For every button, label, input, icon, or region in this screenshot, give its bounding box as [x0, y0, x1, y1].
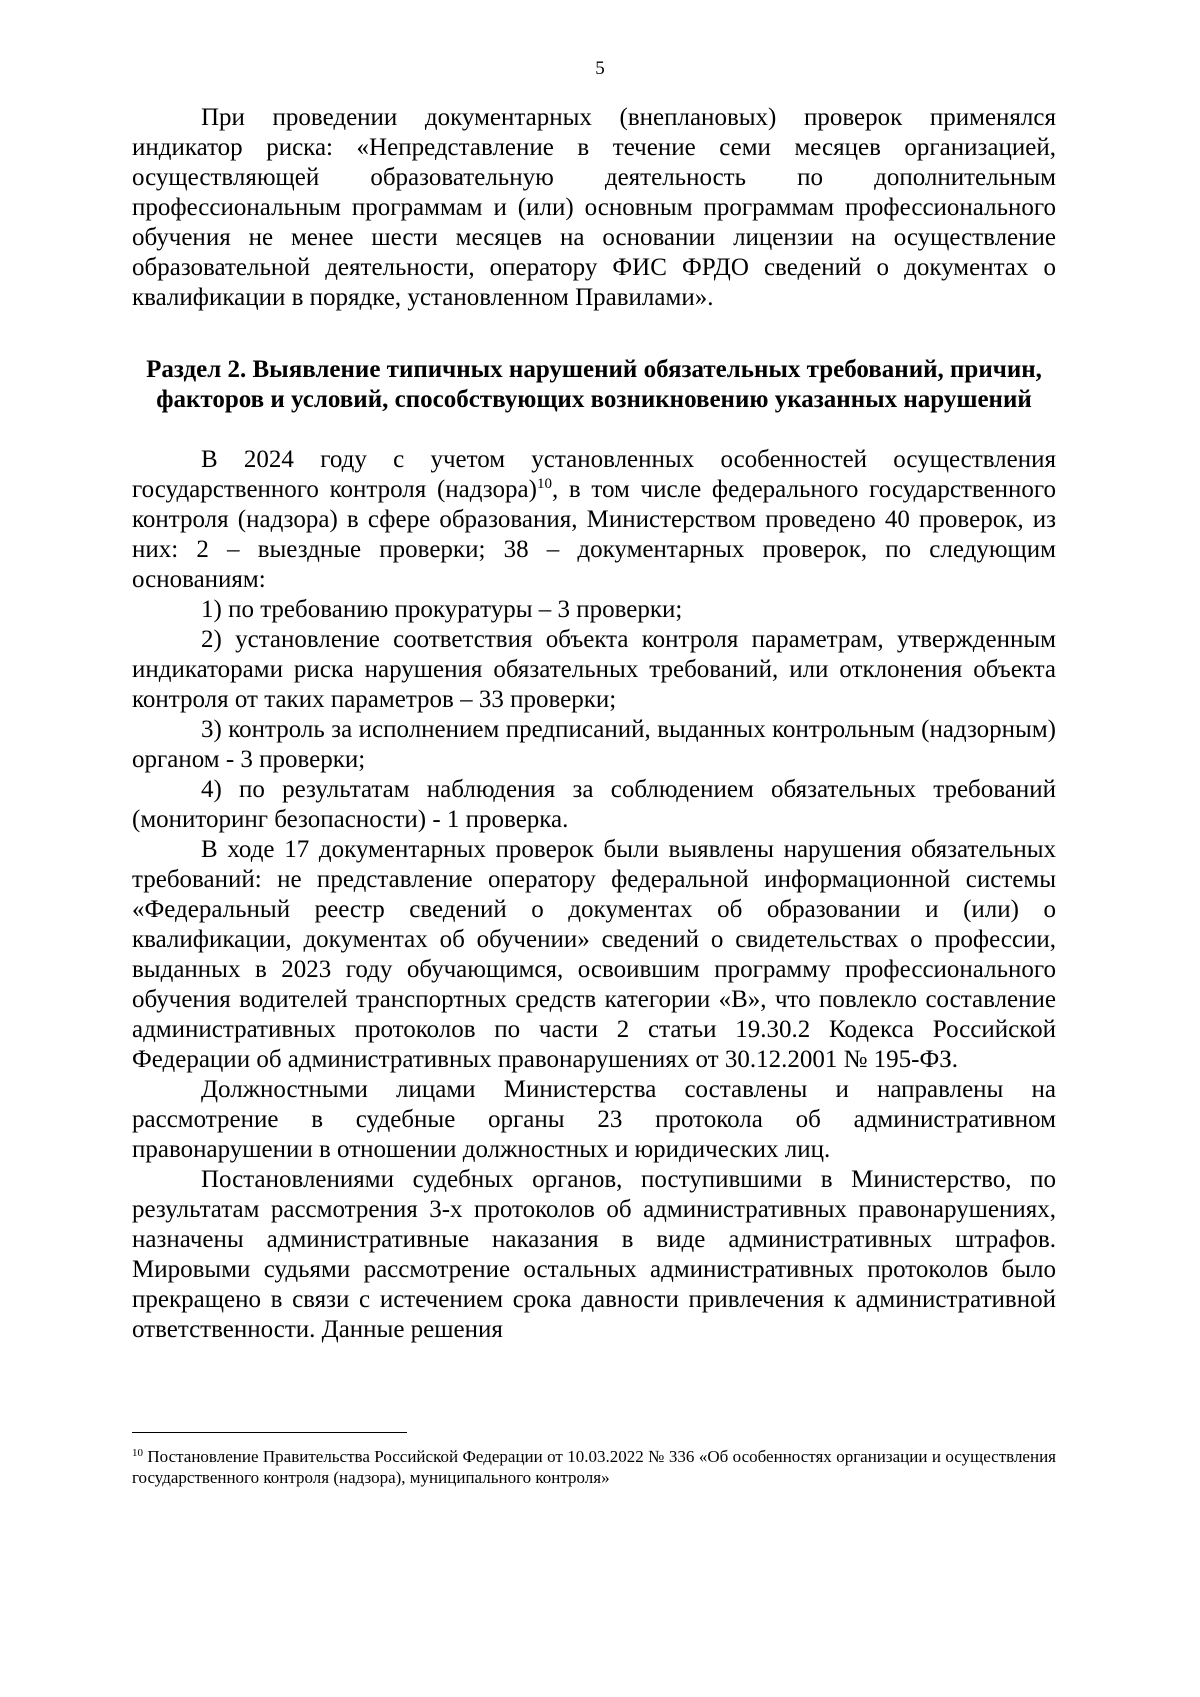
footnote-divider	[132, 1432, 407, 1433]
body-paragraph: Должностными лицами Министерства составлены и направлены на рассмотрение в судебные органы 23 протокола об административном правонарушении в отношении должностных и юридических лиц.	[132, 1076, 1056, 1163]
footnote-text: Постановление Правительства Российской Федерации от 10.03.2022 № 336 «Об особенностях организации и осуществления государственного контроля (надзора), муниципального контроля»	[132, 1447, 1056, 1487]
footnote	[132, 1446, 1056, 1488]
body-paragraph: Постановлениями судебных органов, поступившими в Министерство, по результатам рассмотрения 3-х протоколов об административных правонарушениях, назначены административные наказания в виде административных штрафов. Мировыми судьями рассмотрение остальных административных протоколов было прекращено в связи с истечением срока давности привлечения к административной ответственности. Данные решения	[132, 1166, 1056, 1343]
intro-text-part-2: , в том числе федерального государственного контроля (надзора) в сфере образования, Министерством проведено 40 проверок, из них: 2 – выездные проверки; 38 – документарных проверок, по следующим основаниям:	[132, 476, 1056, 593]
list-item-basis-2: 2) установление соответствия объекта контроля параметрам, утвержденным индикаторами риска нарушения обязательных требований, или отклонения объекта контроля от таких параметров – 33 проверки;	[132, 626, 1056, 713]
body-paragraph: При проведении документарных (внеплановых) проверок применялся индикатор риска: «Непредставление в течение семи месяцев организацией, осуществляющей образовательную деятельность по дополнительным профессиональным программам и (или) основным программам профессионального обучения не менее шести месяцев на основании лицензии на осуществление образовательной деятельности, оператору ФИС ФРДО сведений о документах о квалификации в порядке, установленном Правилами».	[132, 104, 1056, 311]
intro-text-part-1: В 2024 году с учетом установленных особенностей осуществления государственного контроля (надзора)	[132, 446, 1056, 503]
list-item-basis-4: 4) по результатам наблюдения за соблюдением обязательных требований (мониторинг безопасности) - 1 проверка.	[132, 776, 1056, 833]
footnote-number: 10	[132, 1447, 143, 1459]
footnote-reference: 10	[536, 476, 552, 492]
page-number: 5	[595, 58, 605, 79]
section-heading: Раздел 2. Выявление типичных нарушений обязательных требований, причин, факторов и условий, способствующих возникновению указанных нарушений	[146, 356, 1042, 413]
intro-paragraph	[132, 445, 1056, 595]
body-paragraph: В ходе 17 документарных проверок были выявлены нарушения обязательных требований: не представление оператору федеральной информационной системы «Федеральный реестр сведений о документах об образовании и (или) о квалификации, документах об обучении» сведений о свидетельствах о профессии, выданных в 2023 году обучающимся, освоившим программу профессионального обучения водителей транспортных средств категории «В», что повлекло составление административных протоколов по части 2 статьи 19.30.2 Кодекса Российской Федерации об административных правонарушениях от 30.12.2001 № 195-ФЗ.	[132, 836, 1056, 1073]
page-body	[132, 103, 1056, 1345]
list-item-basis-1: 1) по требованию прокуратуры – 3 проверки;	[201, 596, 683, 623]
list-item-basis-3: 3) контроль за исполнением предписаний, выданных контрольным (надзорным) органом - 3 проверки;	[132, 716, 1056, 773]
